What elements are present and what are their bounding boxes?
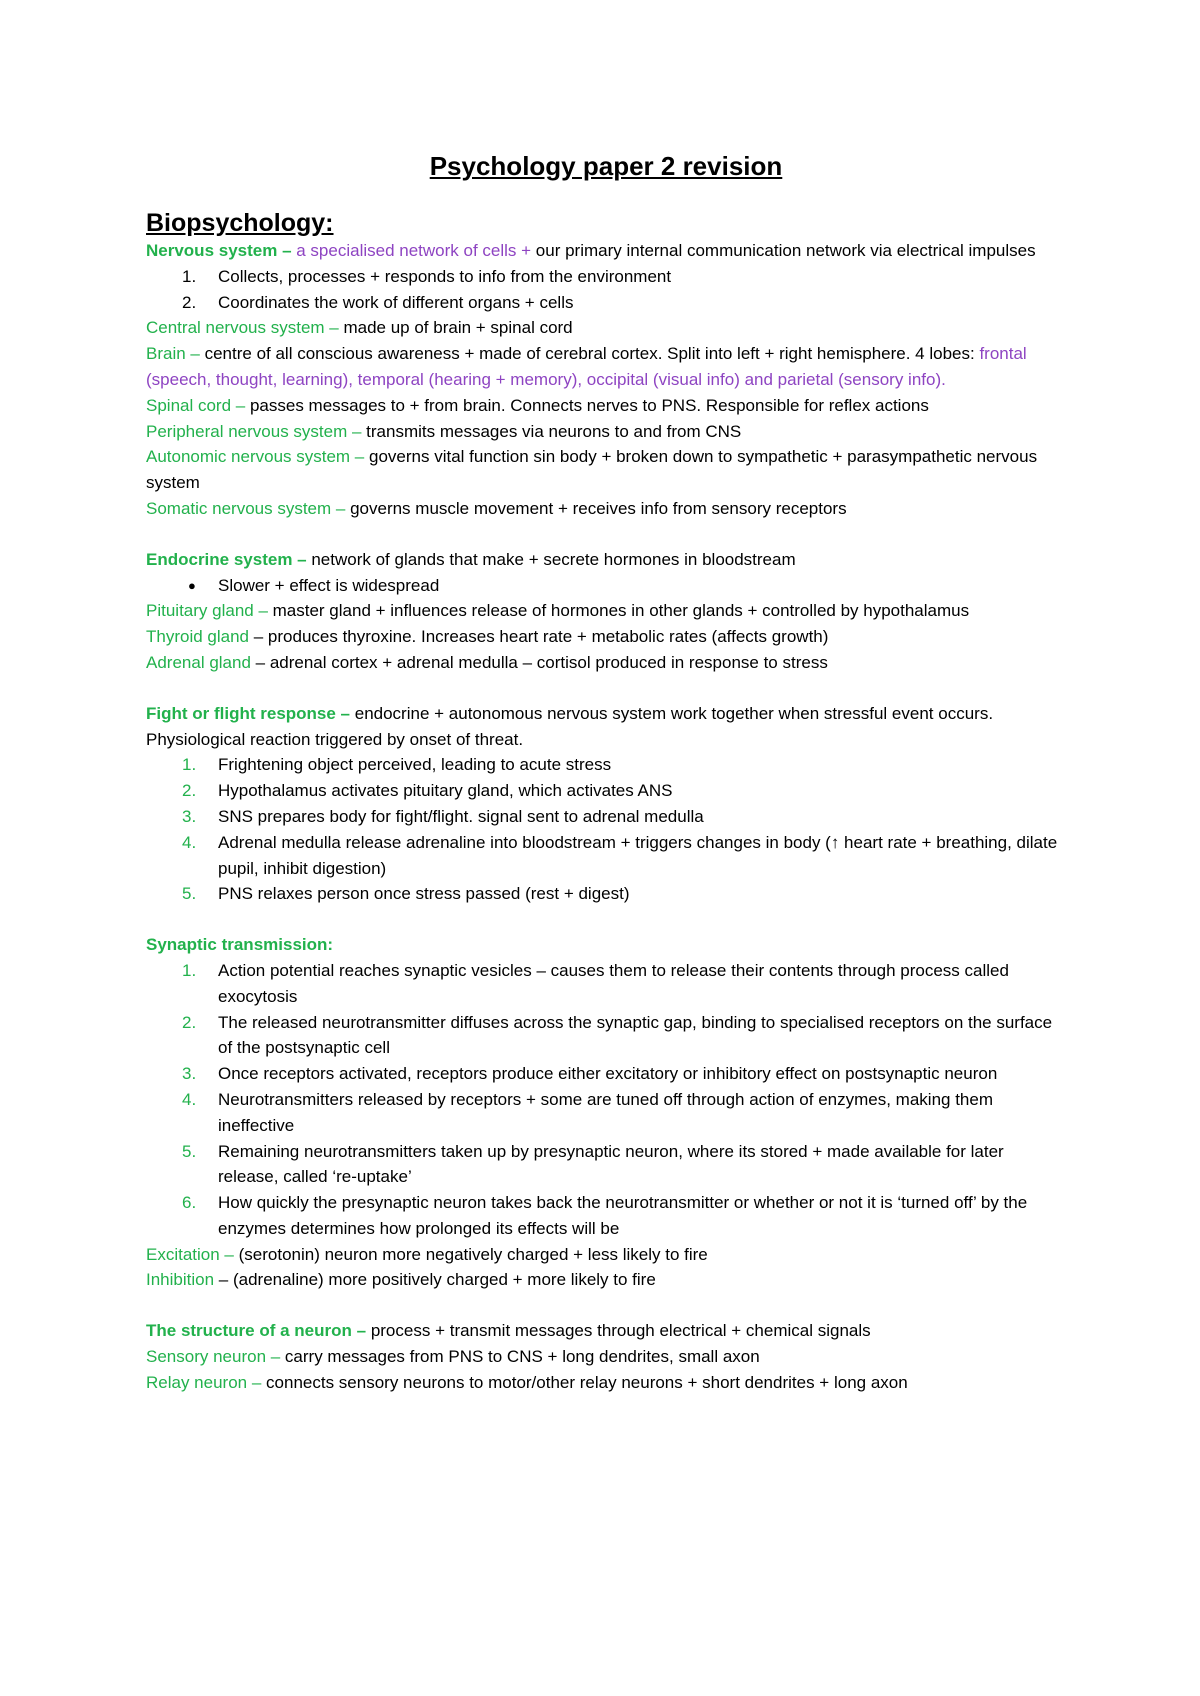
- spinal-cord-definition: Spinal cord – passes messages to + from brain. Connects nerves to PNS. Responsible for reflex actions: [146, 395, 929, 415]
- excitation-definition: Excitation – (serotonin) neuron more negatively charged + less likely to fire: [146, 1244, 708, 1264]
- list-item: 4. Neurotransmitters released by receptors + some are tuned off through action of enzymes, making them ineffective: [182, 1089, 993, 1135]
- somatic-definition: Somatic nervous system – governs muscle movement + receives info from sensory receptors: [146, 498, 847, 518]
- list-item: 6. How quickly the presynaptic neuron takes back the neurotransmitter or whether or not it is ‘turned off’ by the enzymes determines how prolonged its effects will be: [182, 1193, 1028, 1238]
- cns-definition: Central nervous system – made up of brain + spinal cord: [146, 318, 573, 338]
- relay-neuron-definition: Relay neuron – connects sensory neurons to motor/other relay neurons + short dendrites + long axon: [146, 1372, 908, 1392]
- list-item: 1. Collects, processes + responds to info from the environment: [182, 266, 672, 286]
- brain-definition: Brain – centre of all conscious awareness + made of cerebral cortex. Split into left + right hemisphere. 4 lobes: frontal (speech, thought, learning), temporal (hearing + memory), occipital (visual info) and parietal (sensory info).: [146, 344, 1027, 389]
- pituitary-definition: Pituitary gland – master gland + influences release of hormones in other glands + controlled by hypothalamus: [146, 601, 970, 621]
- list-item: 2. The released neurotransmitter diffuses across the synaptic gap, binding to specialised receptors on the surface of the postsynaptic cell: [182, 1012, 1053, 1058]
- document-page: [146, 150, 1066, 1396]
- paragraph-gap: [146, 522, 1066, 547]
- list-item: 4. Adrenal medulla release adrenaline into bloodstream + triggers changes in body (↑ heart rate + breathing, dilate pupil, inhibit digestion): [182, 832, 1058, 878]
- inhibition-definition: Inhibition – (adrenaline) more positively charged + more likely to fire: [146, 1270, 656, 1290]
- paragraph-gap: [146, 907, 1066, 932]
- nervous-system-list: [146, 264, 1066, 316]
- synaptic-heading: [146, 932, 1066, 958]
- term-synaptic-transmission: Synaptic transmission:: [146, 935, 334, 955]
- list-item: 2. Coordinates the work of different organs + cells: [182, 292, 574, 312]
- paragraph-gap: [146, 1293, 1066, 1318]
- ans-definition: Autonomic nervous system – governs vital function sin body + broken down to sympathetic + parasympathetic nervous system: [146, 447, 1038, 493]
- sensory-neuron-definition: Sensory neuron – carry messages from PNS to CNS + long dendrites, small axon: [146, 1347, 760, 1367]
- fight-flight-definition: Fight or flight response – endocrine + autonomous nervous system work together when stressful event occurs. Physiological reaction triggered by onset of threat.: [146, 703, 994, 749]
- list-item: 5. PNS relaxes person once stress passed (rest + digest): [182, 884, 630, 904]
- nervous-system-definition: Nervous system – a specialised network of cells + our primary internal communication network via electrical impulses: [146, 241, 1036, 260]
- thyroid-definition: Thyroid gland – produces thyroxine. Increases heart rate + metabolic rates (affects growth): [146, 627, 829, 647]
- term-fight-flight: Fight or flight response –: [146, 703, 351, 723]
- adrenal-definition: Adrenal gland – adrenal cortex + adrenal medulla – cortisol produced in response to stress: [146, 652, 828, 672]
- endocrine-definition: Endocrine system – network of glands that make + secrete hormones in bloodstream: [146, 549, 796, 569]
- document-title: Psychology paper 2 revision: [429, 151, 783, 181]
- section-heading-biopsychology: Biopsychology:: [146, 209, 334, 237]
- term-nervous-system: Nervous system –: [146, 241, 292, 260]
- synaptic-list: [146, 958, 1066, 1242]
- term-structure-of-neuron: The structure of a neuron –: [146, 1321, 367, 1341]
- fight-flight-list: [146, 752, 1066, 907]
- list-item: 2. Hypothalamus activates pituitary gland, which activates ANS: [182, 781, 673, 801]
- endocrine-bullets: [146, 573, 1066, 599]
- term-endocrine-system: Endocrine system –: [146, 549, 307, 569]
- neuron-structure-definition: The structure of a neuron – process + transmit messages through electrical + chemical signals: [146, 1321, 871, 1341]
- list-item: ● Slower + effect is widespread: [146, 573, 1066, 599]
- list-item: 3. SNS prepares body for fight/flight. signal sent to adrenal medulla: [182, 806, 704, 826]
- list-item: 3. Once receptors activated, receptors produce either excitatory or inhibitory effect on postsynaptic neuron: [182, 1064, 998, 1084]
- pns-definition: Peripheral nervous system – transmits messages via neurons to and from CNS: [146, 421, 742, 441]
- list-item: 1. Frightening object perceived, leading to acute stress: [182, 755, 612, 775]
- list-item: 1. Action potential reaches synaptic vesicles – causes them to release their contents through process called exocytosis: [182, 960, 1009, 1006]
- list-item: 5. Remaining neurotransmitters taken up by presynaptic neuron, where its stored + made available for later release, called ‘re-uptake’: [182, 1141, 1004, 1187]
- bullet-icon: ●: [188, 577, 196, 593]
- paragraph-gap: [146, 676, 1066, 701]
